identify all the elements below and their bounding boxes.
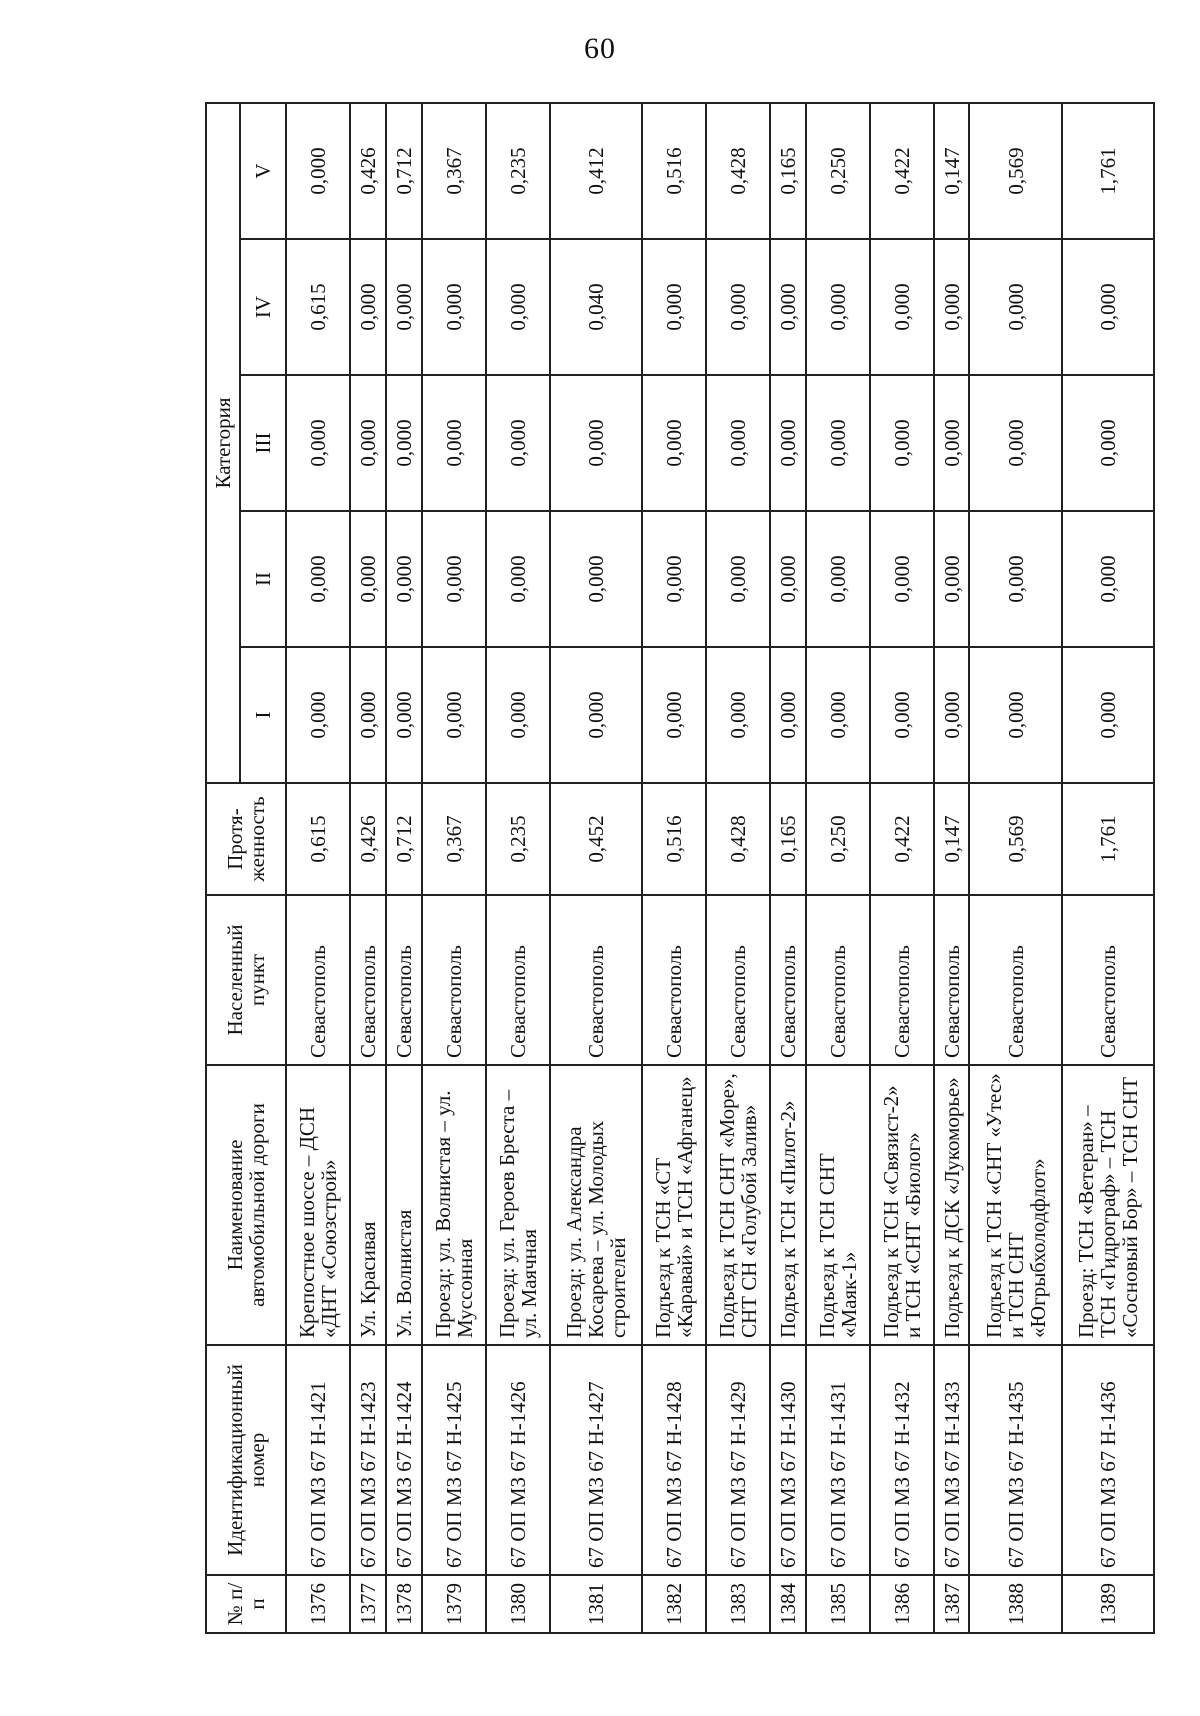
table-row xyxy=(286,103,350,1633)
settlement-cell: Севастополь xyxy=(486,895,550,1065)
road-id-cell: 67 ОП МЗ 67 Н-1428 xyxy=(642,1345,706,1575)
rotated-table-container xyxy=(205,104,1155,1634)
table-row xyxy=(934,103,970,1633)
table-row xyxy=(642,103,706,1633)
road-length-cell: 0,426 xyxy=(350,783,386,895)
road-id-cell: 67 ОП МЗ 67 Н-1426 xyxy=(486,1345,550,1575)
row-number-cell: 1381 xyxy=(550,1575,642,1633)
category-i-cell: 0,000 xyxy=(486,647,550,783)
road-length-cell: 0,147 xyxy=(934,783,970,895)
category-iv-cell: 0,000 xyxy=(350,239,386,375)
category-v-cell: 0,367 xyxy=(422,103,486,239)
category-ii-cell: 0,000 xyxy=(1062,511,1154,647)
category-i-cell: 0,000 xyxy=(870,647,934,783)
category-i-cell: 0,000 xyxy=(350,647,386,783)
road-length-cell: 0,428 xyxy=(706,783,770,895)
category-iii-cell: 0,000 xyxy=(969,375,1061,511)
road-length-cell: 0,452 xyxy=(550,783,642,895)
category-iv-cell: 0,000 xyxy=(1062,239,1154,375)
category-iii-cell: 0,000 xyxy=(770,375,806,511)
category-iv-cell: 0,000 xyxy=(934,239,970,375)
category-ii-cell: 0,000 xyxy=(550,511,642,647)
category-ii-cell: 0,000 xyxy=(422,511,486,647)
category-v-cell: 0,412 xyxy=(550,103,642,239)
road-name-cell: Подъезд к ТСН «Связист-2» и ТСН «СНТ «Биолог» xyxy=(870,1065,934,1345)
settlement-cell: Севастополь xyxy=(550,895,642,1065)
category-ii-cell: 0,000 xyxy=(934,511,970,647)
category-iii-cell: 0,000 xyxy=(934,375,970,511)
settlement-cell: Севастополь xyxy=(969,895,1061,1065)
road-length-cell: 0,235 xyxy=(486,783,550,895)
category-v-cell: 0,235 xyxy=(486,103,550,239)
road-id-cell: 67 ОП МЗ 67 Н-1425 xyxy=(422,1345,486,1575)
road-id-cell: 67 ОП МЗ 67 Н-1421 xyxy=(286,1345,350,1575)
category-ii-cell: 0,000 xyxy=(706,511,770,647)
row-number-cell: 1376 xyxy=(286,1575,350,1633)
settlement-cell: Севастополь xyxy=(422,895,486,1065)
road-name-cell: Подъезд к ТСН «СТ «Каравай» и ТСН «Афганец» xyxy=(642,1065,706,1345)
page-number: 60 xyxy=(584,32,616,65)
row-number-cell: 1378 xyxy=(386,1575,422,1633)
category-v-cell: 1,761 xyxy=(1062,103,1154,239)
road-length-cell: 0,250 xyxy=(806,783,870,895)
category-iii-cell: 0,000 xyxy=(486,375,550,511)
settlement-cell: Севастополь xyxy=(870,895,934,1065)
rotated-table-frame xyxy=(205,104,1155,1634)
category-iii-cell: 0,000 xyxy=(550,375,642,511)
row-number-cell: 1379 xyxy=(422,1575,486,1633)
settlement-cell: Севастополь xyxy=(286,895,350,1065)
settlement-cell: Севастополь xyxy=(934,895,970,1065)
settlement-cell: Севастополь xyxy=(642,895,706,1065)
category-ii-cell: 0,000 xyxy=(386,511,422,647)
category-v-cell: 0,428 xyxy=(706,103,770,239)
table-row xyxy=(969,103,1061,1633)
category-iv-cell: 0,000 xyxy=(706,239,770,375)
header-category-v: V xyxy=(240,103,286,239)
row-number-cell: 1380 xyxy=(486,1575,550,1633)
category-iii-cell: 0,000 xyxy=(706,375,770,511)
row-number-cell: 1385 xyxy=(806,1575,870,1633)
road-name-cell: Ул. Волнистая xyxy=(386,1065,422,1345)
category-iv-cell: 0,000 xyxy=(486,239,550,375)
header-category-iv: IV xyxy=(240,239,286,375)
road-name-cell: Подъезд к ТСН СНТ «Море», СНТ СН «Голубой Залив» xyxy=(706,1065,770,1345)
category-v-cell: 0,000 xyxy=(286,103,350,239)
road-length-cell: 0,615 xyxy=(286,783,350,895)
road-name-cell: Подъезд к ТСН «Пилот-2» xyxy=(770,1065,806,1345)
table-row xyxy=(350,103,386,1633)
row-number-cell: 1389 xyxy=(1062,1575,1154,1633)
table-row xyxy=(870,103,934,1633)
road-id-cell: 67 ОП МЗ 67 Н-1433 xyxy=(934,1345,970,1575)
table-row xyxy=(422,103,486,1633)
category-iv-cell: 0,000 xyxy=(870,239,934,375)
category-iv-cell: 0,000 xyxy=(770,239,806,375)
table-row xyxy=(486,103,550,1633)
category-i-cell: 0,000 xyxy=(969,647,1061,783)
category-iv-cell: 0,000 xyxy=(422,239,486,375)
road-name-cell: Подъезд к ТСН «СНТ «Утес» и ТСН СНТ «Югрыбхолодфлот» xyxy=(969,1065,1061,1345)
road-id-cell: 67 ОП МЗ 67 Н-1423 xyxy=(350,1345,386,1575)
header-category-i: I xyxy=(240,647,286,783)
category-i-cell: 0,000 xyxy=(1062,647,1154,783)
road-length-cell: 0,516 xyxy=(642,783,706,895)
header-category-ii: II xyxy=(240,511,286,647)
settlement-cell: Севастополь xyxy=(806,895,870,1065)
road-id-cell: 67 ОП МЗ 67 Н-1431 xyxy=(806,1345,870,1575)
category-iii-cell: 0,000 xyxy=(422,375,486,511)
category-iii-cell: 0,000 xyxy=(1062,375,1154,511)
road-name-cell: Проезд: ТСН «Ветеран» – ТСН «Гидрограф» – ТСН «Сосновый Бор» – ТСН СНТ xyxy=(1062,1065,1154,1345)
roads-table xyxy=(205,102,1155,1634)
header-settlement: Населенный пункт xyxy=(206,895,286,1065)
category-i-cell: 0,000 xyxy=(770,647,806,783)
category-ii-cell: 0,000 xyxy=(642,511,706,647)
category-i-cell: 0,000 xyxy=(286,647,350,783)
table-row xyxy=(1062,103,1154,1633)
category-ii-cell: 0,000 xyxy=(770,511,806,647)
header-category-iii: III xyxy=(240,375,286,511)
road-length-cell: 0,165 xyxy=(770,783,806,895)
category-i-cell: 0,000 xyxy=(934,647,970,783)
category-i-cell: 0,000 xyxy=(550,647,642,783)
category-ii-cell: 0,000 xyxy=(486,511,550,647)
road-id-cell: 67 ОП МЗ 67 Н-1427 xyxy=(550,1345,642,1575)
category-iii-cell: 0,000 xyxy=(642,375,706,511)
road-name-cell: Проезд: ул. Волнистая – ул. Муссонная xyxy=(422,1065,486,1345)
header-length: Протя-женность xyxy=(206,783,286,895)
header-no: № п/п xyxy=(206,1575,286,1633)
category-i-cell: 0,000 xyxy=(386,647,422,783)
category-ii-cell: 0,000 xyxy=(350,511,386,647)
category-v-cell: 0,712 xyxy=(386,103,422,239)
header-id: Идентификационный номер xyxy=(206,1345,286,1575)
road-id-cell: 67 ОП МЗ 67 Н-1430 xyxy=(770,1345,806,1575)
row-number-cell: 1384 xyxy=(770,1575,806,1633)
category-v-cell: 0,165 xyxy=(770,103,806,239)
row-number-cell: 1382 xyxy=(642,1575,706,1633)
road-id-cell: 67 ОП МЗ 67 Н-1424 xyxy=(386,1345,422,1575)
category-iii-cell: 0,000 xyxy=(806,375,870,511)
category-v-cell: 0,426 xyxy=(350,103,386,239)
category-v-cell: 0,422 xyxy=(870,103,934,239)
road-id-cell: 67 ОП МЗ 67 Н-1435 xyxy=(969,1345,1061,1575)
category-iv-cell: 0,000 xyxy=(642,239,706,375)
table-row xyxy=(550,103,642,1633)
category-iii-cell: 0,000 xyxy=(350,375,386,511)
road-id-cell: 67 ОП МЗ 67 Н-1436 xyxy=(1062,1345,1154,1575)
header-name: Наименование автомобильной дороги xyxy=(206,1065,286,1345)
road-length-cell: 0,569 xyxy=(969,783,1061,895)
settlement-cell: Севастополь xyxy=(1062,895,1154,1065)
category-iv-cell: 0,000 xyxy=(969,239,1061,375)
table-header xyxy=(206,103,286,1633)
category-iv-cell: 0,000 xyxy=(386,239,422,375)
road-length-cell: 0,422 xyxy=(870,783,934,895)
table-body xyxy=(286,103,1154,1633)
road-length-cell: 0,367 xyxy=(422,783,486,895)
row-number-cell: 1377 xyxy=(350,1575,386,1633)
table-row xyxy=(806,103,870,1633)
row-number-cell: 1387 xyxy=(934,1575,970,1633)
road-id-cell: 67 ОП МЗ 67 Н-1432 xyxy=(870,1345,934,1575)
table-row xyxy=(770,103,806,1633)
row-number-cell: 1386 xyxy=(870,1575,934,1633)
row-number-cell: 1388 xyxy=(969,1575,1061,1633)
road-name-cell: Подъезд к ДСК «Лукоморье» xyxy=(934,1065,970,1345)
settlement-cell: Севастополь xyxy=(386,895,422,1065)
category-i-cell: 0,000 xyxy=(422,647,486,783)
road-length-cell: 1,761 xyxy=(1062,783,1154,895)
category-ii-cell: 0,000 xyxy=(286,511,350,647)
road-id-cell: 67 ОП МЗ 67 Н-1429 xyxy=(706,1345,770,1575)
road-length-cell: 0,712 xyxy=(386,783,422,895)
settlement-cell: Севастополь xyxy=(770,895,806,1065)
category-ii-cell: 0,000 xyxy=(806,511,870,647)
table-row xyxy=(706,103,770,1633)
header-category: Категория xyxy=(206,103,240,783)
row-number-cell: 1383 xyxy=(706,1575,770,1633)
category-v-cell: 0,516 xyxy=(642,103,706,239)
category-i-cell: 0,000 xyxy=(706,647,770,783)
road-name-cell: Ул. Красивая xyxy=(350,1065,386,1345)
road-name-cell: Подъезд к ТСН СНТ «Маяк-1» xyxy=(806,1065,870,1345)
category-v-cell: 0,569 xyxy=(969,103,1061,239)
category-iv-cell: 0,000 xyxy=(806,239,870,375)
category-v-cell: 0,147 xyxy=(934,103,970,239)
category-iii-cell: 0,000 xyxy=(386,375,422,511)
road-name-cell: Проезд: ул. Александра Косарева – ул. Молодых строителей xyxy=(550,1065,642,1345)
category-iv-cell: 0,615 xyxy=(286,239,350,375)
category-iii-cell: 0,000 xyxy=(286,375,350,511)
category-ii-cell: 0,000 xyxy=(969,511,1061,647)
category-i-cell: 0,000 xyxy=(806,647,870,783)
category-i-cell: 0,000 xyxy=(642,647,706,783)
category-v-cell: 0,250 xyxy=(806,103,870,239)
road-name-cell: Крепостное шоссе – ДСН «ДНТ «Союзстрой» xyxy=(286,1065,350,1345)
table-row xyxy=(386,103,422,1633)
road-name-cell: Проезд: ул. Героев Бреста – ул. Маячная xyxy=(486,1065,550,1345)
category-iv-cell: 0,040 xyxy=(550,239,642,375)
settlement-cell: Севастополь xyxy=(350,895,386,1065)
settlement-cell: Севастополь xyxy=(706,895,770,1065)
category-iii-cell: 0,000 xyxy=(870,375,934,511)
category-ii-cell: 0,000 xyxy=(870,511,934,647)
